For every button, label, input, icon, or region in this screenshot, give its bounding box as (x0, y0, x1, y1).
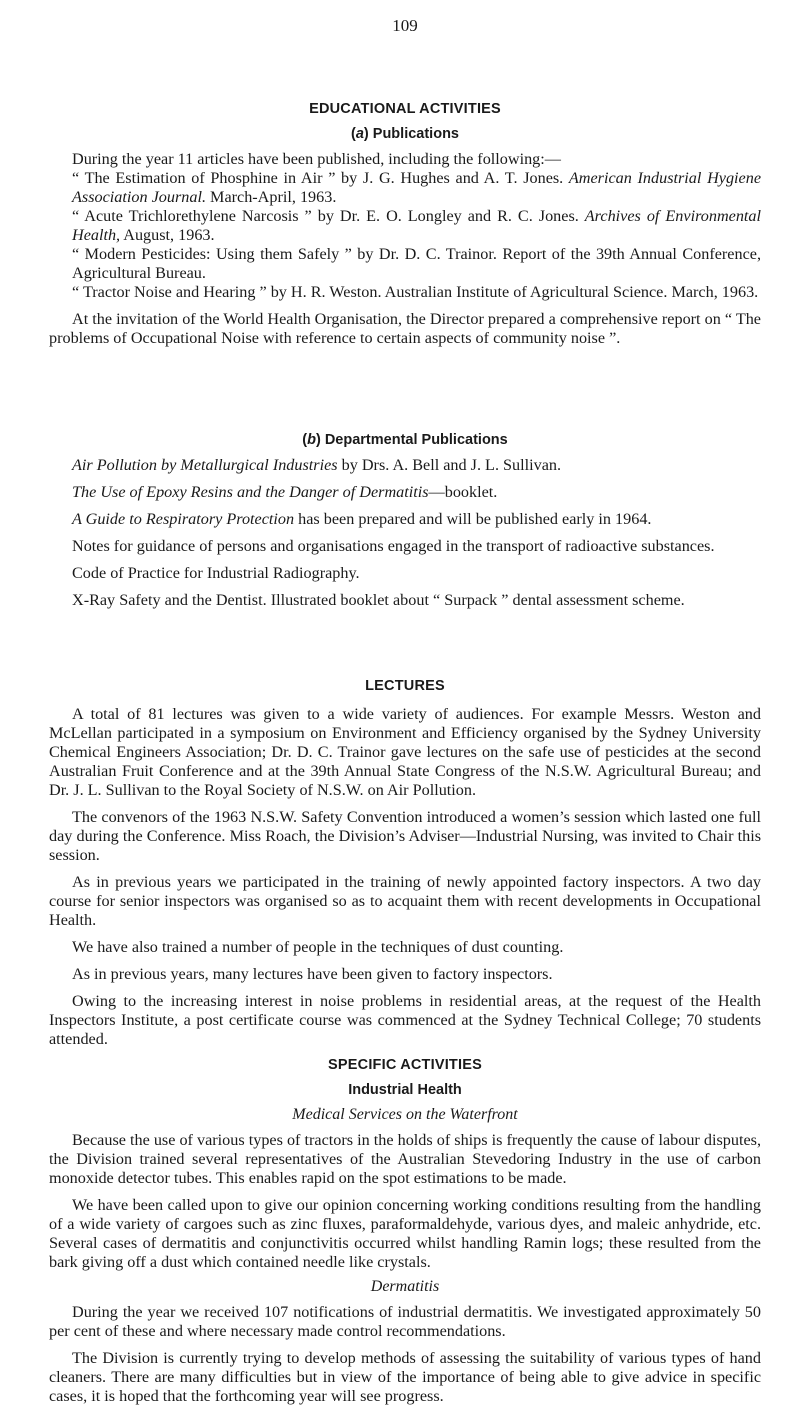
reference-item: “ Tractor Noise and Hearing ” by H. R. Weston. Australian Institute of Agricultural Science. March, 1963. (72, 283, 759, 301)
lectures-paragraph: As in previous years, many lectures have been given to factory inspectors. (72, 965, 553, 983)
lectures-paragraph: The convenors of the 1963 N.S.W. Safety Convention introduced a women’s session which lasted one full day during the Conference. Miss Roach, the Division’s Adviser—Industrial Nursing, was invited to Chair this session. (49, 808, 761, 864)
subheading-departmental: (b) Departmental Publications (302, 432, 508, 448)
section-heading-lectures: LECTURES (365, 678, 445, 694)
lectures-paragraph: Owing to the increasing interest in noise problems in residential areas, at the request of the Health Inspectors Institute, a post certificate course was commenced at the Sydney Technical College; 70 students attended. (49, 992, 761, 1048)
departmental-item: A Guide to Respiratory Protection has been prepared and will be published early in 1964. (72, 510, 652, 528)
section-heading-specific: SPECIFIC ACTIVITIES (328, 1057, 482, 1073)
dermatitis-paragraph: The Division is currently trying to develop methods of assessing the suitability of various types of hand cleaners. There are many difficulties but in view of the importance of being able to give advice in specific cases, it is hoped that the forthcoming year will see progress. (49, 1349, 761, 1405)
publications-block (49, 150, 761, 348)
departmental-item: The Use of Epoxy Resins and the Danger of Dermatitis—booklet. (72, 483, 498, 501)
departmental-item: Notes for guidance of persons and organisations engaged in the transport of radioactive substances. (72, 537, 715, 555)
departmental-item: X-Ray Safety and the Dentist. Illustrated booklet about “ Surpack ” dental assessment scheme. (72, 591, 685, 609)
departmental-item: Air Pollution by Metallurgical Industries by Drs. A. Bell and J. L. Sullivan. (72, 456, 562, 474)
reference-item: “ The Estimation of Phosphine in Air ” by J. G. Hughes and A. T. Jones. American Industrial Hygiene Association Journal. March-April, 1963. (72, 169, 762, 206)
subheading-dermatitis: Dermatitis (370, 1278, 440, 1295)
section-heading-educational: EDUCATIONAL ACTIVITIES (309, 101, 501, 117)
departmental-publications-block (49, 456, 761, 610)
dermatitis-paragraph: During the year we received 107 notifications of industrial dermatitis. We investigated approximately 50 per cent of these and where necessary made control recommendations. (49, 1303, 761, 1340)
who-report-paragraph: At the invitation of the World Health Organisation, the Director prepared a comprehensive report on “ The problems of Occupational Noise with reference to certain aspects of community noise ”. (49, 310, 761, 347)
lectures-paragraph: We have also trained a number of people in the techniques of dust counting. (72, 938, 564, 956)
lectures-paragraph: A total of 81 lectures was given to a wide variety of audiences. For example Messrs. Weston and McLellan participated in a symposium on Environment and Efficiency organised by the Sydney University Chemical Engineers Association; Dr. D. C. Trainor gave lectures on the safe use of pesticides at the second Australian Fruit Conference and at the 39th Annual State Congress of the N.S.W. Agricultural Bureau; and Dr. J. L. Sullivan to the Royal Society of N.S.W. on Air Pollution. (49, 705, 761, 799)
lectures-paragraph: As in previous years we participated in the training of newly appointed factory inspectors. A two day course for senior inspectors was organised so as to acquaint them with recent developments in Occupational Health. (49, 873, 761, 929)
medical-services-block (49, 1131, 761, 1272)
reference-item: “ Acute Trichlorethylene Narcosis ” by Dr. E. O. Longley and R. C. Jones. Archives of Environmental Health, August, 1963. (72, 207, 762, 244)
medical-paragraph: We have been called upon to give our opinion concerning working conditions resulting from the handling of a wide variety of cargoes such as zinc fluxes, paraformaldehyde, various dyes, and maleic anhydride, etc. Several cases of dermatitis and conjunctivitis occurred whilst handling Ramin logs; these resulted from the bark giving off a dust which contained needle like crystals. (49, 1196, 761, 1271)
publications-intro: During the year 11 articles have been published, including the following:— (72, 150, 561, 168)
medical-paragraph: Because the use of various types of tractors in the holds of ships is frequently the cause of labour disputes, the Division trained several representatives of the Australian Stevedoring Industry in the use of carbon monoxide detector tubes. This enables rapid on the spot estimations to be made. (49, 1131, 761, 1187)
dermatitis-block (49, 1303, 761, 1406)
page-number: 109 (392, 16, 418, 35)
subheading-publications: (a) Publications (351, 126, 459, 142)
subheading-medical-services: Medical Services on the Waterfront (292, 1106, 518, 1123)
subheading-industrial-health: Industrial Health (348, 1082, 462, 1098)
departmental-item: Code of Practice for Industrial Radiography. (72, 564, 360, 582)
lectures-block (49, 705, 761, 1049)
reference-item: “ Modern Pesticides: Using them Safely ” by Dr. D. C. Trainor. Report of the 39th Annual Conference, Agricultural Bureau. (72, 245, 761, 282)
